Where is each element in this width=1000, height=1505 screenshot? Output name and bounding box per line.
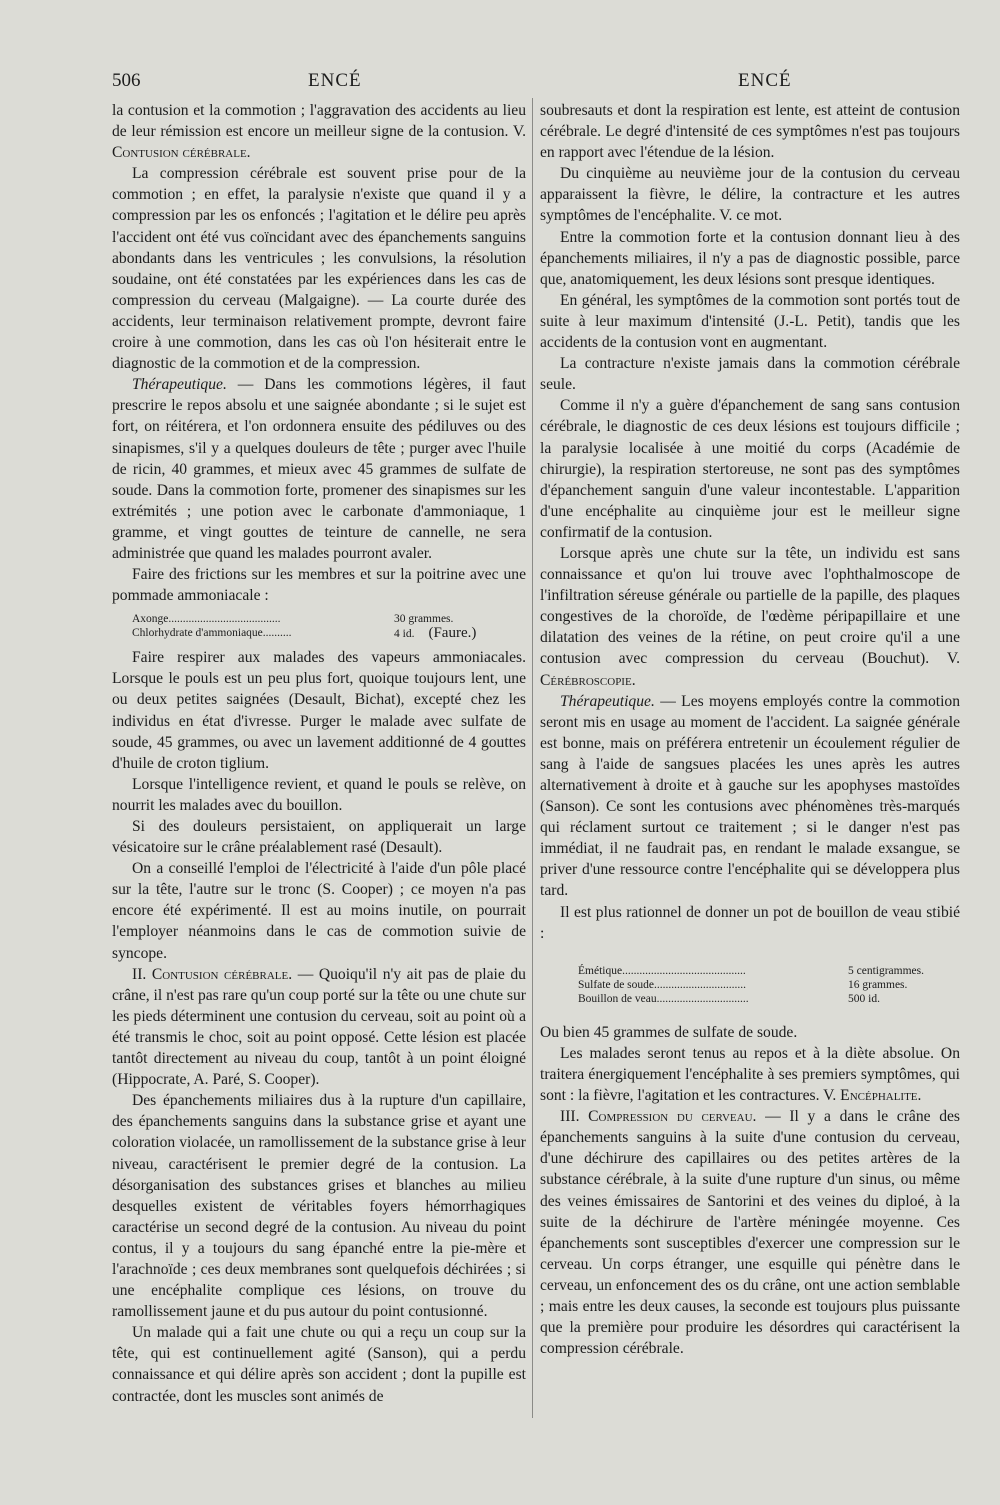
paragraph: Thérapeutique. — Les moyens employés contre la commotion seront mis en usage au moment de l'accident. La saignée générale est bonne, mais on préférera entretenir un écoulement régulier de sang à l'aide de sangsues placées les unes après les autres alternativement à droite et à gauche sur les apophyses mastoïdes (Sanson). Ce sont les contusions avec phénomènes très-marqués qui réclament surtout ce traitement ; si le danger n'est pas immédiat, il ne faudrait pas, en rendant le malade exsangue, se priver d'une ressource contre l'encéphalite qui se développera plus tard. (540, 692, 960, 900)
paragraph: II. Contusion cérébrale. — Quoiqu'il n'y ait pas de plaie du crâne, il n'est pas rare qu'un coup porté sur la tête ou une chute sur les pieds déterminent une contusion du cerveau, soit au point où a été transmis le choc, soit au point opposé. Cette lésion est placée tantôt directement au niveau du coup, tantôt à un point éloigné (Hippocrate, A. Paré, S. Cooper). (112, 965, 526, 1089)
right-running-title: ENCÉ (738, 70, 792, 91)
paragraph: III. Compression du cerveau. — Il y a dans le crâne des épanchements sanguins à la suite d'une contusion du cerveau, d'une déchirure des capillaires ou des petites artères de la substance cérébrale, à la suite d'une rupture d'un sinus, ou même des veines émissaires de Santorini et des veines du diploé, à la suite de la déchirure de l'artère méningée moyenne. Ces épanchements sont susceptibles d'exercer une compression sur le cerveau. Un corps étranger, une esquille qui pénètre dans le cerveau, un enfoncement des os du crâne, ont une action semblable ; mais entre les deux causes, la seconde est toujours plus puissante que la première pour produire les désordres qui caractérisent la compression cérébrale. (540, 1108, 960, 1358)
paragraph: Comme il n'y a guère d'épanchement de sang sans contusion cérébrale, le diagnostic de ces deux lésions est toujours difficile ; la paralysie localisée à une moitié du corps (Académie de chirurgie), la respiration stertoreuse, ne sont pas des symptômes d'épanchement sanguin d'une valeur incontestable. L'apparition d'une encéphalite au cinquième jour est le meilleur signe confirmatif de la contusion. (540, 397, 960, 541)
paragraph: Un malade qui a fait une chute ou qui a reçu un coup sur la tête, qui est continuellement agité (Sanson), qui a perdu connaissance et qui délire après son accident ; dont la pupille est contractée, dont les muscles sont animés de (112, 1324, 526, 1405)
paragraph: Du cinquième au neuvième jour de la contusion du cerveau apparaissent la fièvre, le délire, la contracture et les autres symptômes de l'encéphalite. V. ce mot. (540, 165, 960, 225)
prescription-line: Sulfate de soude................................ 16 grammes. (578, 978, 908, 991)
prescription-1 (132, 612, 526, 641)
paragraph: la contusion et la commotion ; l'aggravation des accidents au lieu de leur rémission est encore un meilleur signe de la contusion. V. Contusion cérébrale. (112, 102, 526, 162)
paragraph: La compression cérébrale est souvent prise pour de la commotion ; en effet, la paralysie n'existe que quand il y a compression par les os enfoncés ; l'agitation et le délire peu après l'accident ont été vus coïncidant avec des épanchements sanguins abondants dans les ventricules ; les convulsions, la résolution soudaine, ont été constatées par les expériences dans les cas de compression du cerveau (Malgaigne). — La courte durée des accidents, leur terminaison relativement prompte, devront faire croire à une commotion, dans les cas où l'on hésiterait entre le diagnostic de la commotion et de la compression. (112, 165, 526, 373)
prescription-author: (Faure.) (428, 625, 477, 642)
paragraph: Faire des frictions sur les membres et sur la poitrine avec une pommade ammoniacale : (112, 566, 526, 605)
left-running-title: ENCÉ (308, 70, 362, 91)
section-heading: III. Compression du cerveau. (560, 1108, 757, 1126)
paragraph: Faire respirer aux malades des vapeurs ammoniacales. Lorsque le pouls est un peu plus fort, quoique toujours lent, une ou deux petites saignées (Desault, Bichat), excepté chez les individus en état d'ivresse. Purger le malade avec sulfate de soude, 45 grammes, ou avec un lavement additionné de 4 gouttes d'huile de croton tiglium. (112, 649, 526, 772)
prescription-line: Bouillon de veau................................ 500 id. (578, 992, 880, 1005)
column-divider (532, 98, 533, 1418)
paragraph: Entre la commotion forte et la contusion donnant lieu à des épanchements miliaires, il n'y a pas de diagnostic possible, parce que, anatomiquement, les deux lésions sont presque identiques. (540, 228, 960, 288)
paragraph: La contracture n'existe jamais dans la commotion cérébrale seule. (540, 355, 960, 394)
paragraph: Lorsque après une chute sur la tête, un individu est sans connaissance et qu'on lui trouve avec l'ophthalmoscope de l'infiltration séreuse générale ou partielle de la papille, des plaques congestives de la choroïde, de l'œdème péripapillaire et une dilatation des veines de la rétine, on peut croire qu'il a une contusion avec compression du cerveau (Bouchut). V. Cérébroscopie. (540, 544, 960, 689)
paragraph: Thérapeutique. — Dans les commotions légères, il faut prescrire le repos absolu et une saignée abondante ; si le sujet est fort, on réitérera, et l'on ordonnera ensuite des pédiluves ou des sinapismes, s'il y a quelques douleurs de tête ; purger avec l'huile de ricin, 40 grammes, et mieux avec 45 grammes de sulfate de soude. Dans la commotion forte, promener des sinapismes sur les extrémités ; une potion avec le carbonate d'ammoniaque, 1 gramme, et vingt gouttes de teinture de cannelle, ne sera administrée que quand les malades pourront avaler. (112, 376, 526, 562)
left-column (112, 100, 526, 1407)
paragraph: Ou bien 45 grammes de sulfate de soude. (540, 1023, 798, 1041)
paragraph: Des épanchements miliaires dus à la rupture d'un capillaire, des épanchements sanguins dans la substance grise et ayant une coloration violacée, un ramollissement de la substance grise à leur niveau, caractérisent le premier degré de la contusion. La désorganisation des substances grises et blanches au milieu desquelles existent de véritables foyers hémorrhagiques caractérise un second degré de la contusion. Au niveau du point contus, il y a toujours du sang épanché entre la pie-mère et l'arachnoïde ; ces deux membranes sont quelquefois déchirées ; si une encéphalite complique ces lésions, on trouve du ramollissement jaune et du pus autour du point contusionné. (112, 1092, 526, 1321)
paragraph: Si des douleurs persistaient, on appliquerait un large vésicatoire sur le crâne préalablement rasé (Desault). (112, 818, 526, 857)
prescription-line: Axonge....................................... 30 grammes. (132, 613, 454, 626)
paragraph: Les malades seront tenus au repos et à la diète absolue. On traitera énergiquement l'encéphalite à ses premiers symptômes, qui sont : la fièvre, l'agitation et les contractures. V. Encéphalite. (540, 1044, 960, 1105)
paragraph: En général, les symptômes de la commotion sont portés tout de suite à leur maximum d'intensité (J.-L. Petit), tandis que les accidents de la contusion vont en augmentant. (540, 291, 960, 352)
prescription-line: Chlorhydrate d'ammoniaque.......... 4 id. (Faure.) (132, 625, 477, 642)
prescription-line: Émétique........................................... 5 centigrammes. (578, 964, 925, 977)
section-heading: Thérapeutique. (132, 376, 227, 394)
paragraph: On a conseillé l'emploi de l'électricité à l'aide d'un pôle placé sur la tête, l'autre sur le tronc (S. Cooper) ; ce moyen n'a pas encore été expérimenté. Il est au moins inutile, on pourrait l'employer néanmoins dans le cas de commotion suivie de syncope. (112, 860, 526, 962)
section-heading: II. Contusion cérébrale. (132, 965, 293, 983)
cross-reference: Encéphalite. (840, 1087, 922, 1105)
paragraph: Il est plus rationnel de donner un pot de bouillon de veau stibié : (540, 903, 960, 942)
section-heading: Thérapeutique. (560, 692, 655, 710)
paragraph: Lorsque l'intelligence revient, et quand le pouls se relève, on nourrit les malades avec du bouillon. (112, 775, 526, 814)
paragraph: soubresauts et dont la respiration est lente, est atteint de contusion cérébrale. Le degré d'intensité de ces symptômes n'est pas toujours en rapport avec l'étendue de la lésion. (540, 102, 960, 162)
cross-reference: Cérébroscopie. (540, 671, 636, 689)
page-number: 506 (112, 70, 141, 91)
prescription-2 (578, 964, 960, 1006)
cross-reference: Contusion cérébrale. (112, 144, 251, 162)
running-header (112, 70, 960, 94)
right-column (540, 100, 960, 1359)
